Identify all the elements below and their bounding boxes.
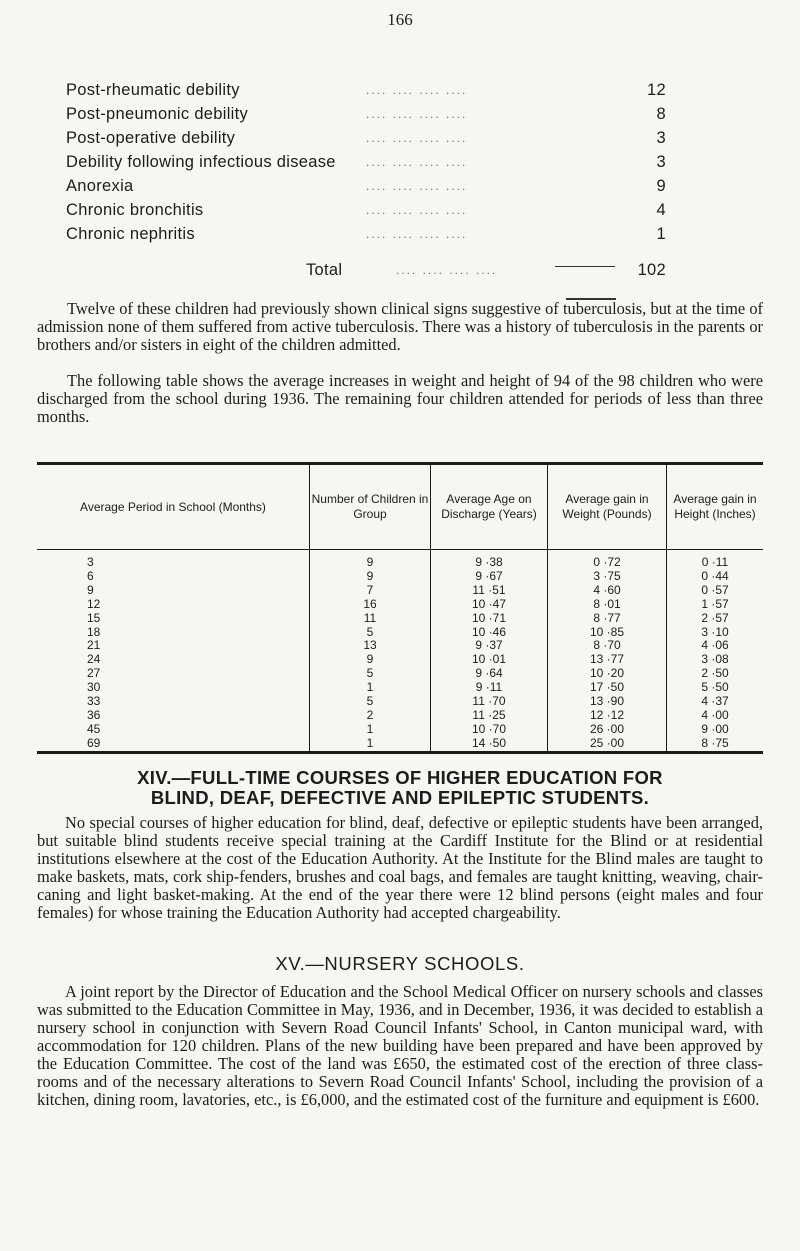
section-14-heading (37, 768, 763, 808)
disease-name: Post-pneumonic debility (66, 105, 249, 123)
table-cell: 9 (310, 653, 431, 667)
table-cell: 9 ·11 (431, 681, 548, 695)
table-cell: 5 (310, 626, 431, 640)
table-cell: 10 ·47 (431, 598, 548, 612)
table-cell: 10 ·85 (548, 626, 667, 640)
column-header: Average Period in School (Months) (37, 465, 310, 550)
table-cell: 8 ·77 (548, 612, 667, 626)
leader-dots: .... .... .... .... (366, 107, 468, 121)
paragraph-text: Twelve of these children had previously shown clinical signs suggestive of tuberculosis, but at the time of admission none of them suffered from active tuberculosis. There was a history of tuberculosis in the parents or brothers and/or sisters in eight of the children admitted. (37, 299, 763, 354)
leader-dots: .... .... .... .... (366, 203, 468, 217)
table-cell: 1 (310, 723, 431, 737)
table-cell: 11 (310, 612, 431, 626)
table-row (37, 695, 763, 709)
disease-list (66, 78, 666, 284)
column-header: Average gain in Weight (Pounds) (548, 465, 667, 550)
paragraph-table-intro (37, 372, 763, 426)
table-cell: 6 (87, 568, 94, 583)
disease-count: 3 (656, 129, 666, 147)
table-cell: 11 ·25 (431, 709, 548, 723)
table-cell: 16 (310, 598, 431, 612)
table-cell: 10 ·20 (548, 667, 667, 681)
disease-name: Chronic nephritis (66, 225, 195, 243)
table-cell: 11 ·51 (431, 584, 548, 598)
table-cell: 4 ·60 (548, 584, 667, 598)
table-cell: 1 (310, 681, 431, 695)
column-header: Number of Children in Group (310, 465, 431, 550)
list-item (66, 126, 666, 150)
disease-count: 9 (656, 177, 666, 195)
table-cell: 9 (310, 550, 431, 570)
table-cell: 45 (87, 721, 101, 736)
section-15-heading: XV.—NURSERY SCHOOLS. (275, 953, 525, 974)
table-cell: 26 ·00 (548, 723, 667, 737)
table-cell: 36 (87, 707, 101, 722)
total-label: Total (306, 261, 343, 279)
table-cell: 8 ·70 (548, 639, 667, 653)
paragraph-text: The following table shows the average increases in weight and height of 94 of the 98 children who were discharged from the school during 1936. The remaining four children attended for periods of less than three months. (37, 371, 763, 426)
table-cell: 10 ·01 (431, 653, 548, 667)
table-cell: 1 (310, 737, 431, 751)
table-cell: 5 ·50 (667, 681, 764, 695)
table-cell: 10 ·46 (431, 626, 548, 640)
paragraph-tuberculosis (37, 300, 763, 354)
column-header: Average gain in Height (Inches) (667, 465, 764, 550)
growth-table (37, 462, 763, 754)
table-cell: 4 ·37 (667, 695, 764, 709)
table-row (37, 653, 763, 667)
disease-count: 8 (656, 105, 666, 123)
table-row (37, 612, 763, 626)
disease-name: Anorexia (66, 177, 134, 195)
table-cell: 5 (310, 667, 431, 681)
column-header: Average Age on Discharge (Years) (431, 465, 548, 550)
disease-name: Post-operative debility (66, 129, 236, 147)
disease-name: Debility following infectious disease (66, 153, 336, 171)
table-row (37, 681, 763, 695)
table-cell: 2 ·57 (667, 612, 764, 626)
table-cell: 9 ·67 (431, 570, 548, 584)
table-cell: 0 ·57 (667, 584, 764, 598)
leader-dots: .... .... .... .... (366, 131, 468, 145)
table-row (37, 626, 763, 640)
table-cell: 10 ·70 (431, 723, 548, 737)
list-item (66, 174, 666, 198)
table-cell: 10 ·71 (431, 612, 548, 626)
list-item (66, 150, 666, 174)
heading-line: XIV.—FULL-TIME COURSES OF HIGHER EDUCATION FOR (137, 767, 663, 788)
table-cell: 30 (87, 680, 101, 695)
table-row (37, 598, 763, 612)
disease-count: 1 (656, 225, 666, 243)
leader-dots: .... .... .... .... (366, 83, 468, 97)
table-cell: 8 ·01 (548, 598, 667, 612)
table-row (37, 667, 763, 681)
table-cell: 24 (87, 652, 101, 667)
table-cell: 11 ·70 (431, 695, 548, 709)
table-cell: 7 (310, 584, 431, 598)
total-count: 102 (637, 261, 666, 279)
disease-name: Chronic bronchitis (66, 201, 204, 219)
table-row (37, 723, 763, 737)
table-cell: 9 (87, 582, 94, 597)
table-cell: 4 ·00 (667, 709, 764, 723)
table-cell: 9 ·37 (431, 639, 548, 653)
page-number: 166 (387, 10, 413, 29)
list-item (66, 102, 666, 126)
leader-dots: .... .... .... .... (366, 179, 468, 193)
table-cell: 12 ·12 (548, 709, 667, 723)
section-14-body (37, 814, 763, 922)
table-row (37, 584, 763, 598)
table-cell: 33 (87, 694, 101, 709)
paragraph-text: No special courses of higher education for blind, deaf, defective or epileptic students have been arranged, but suitable blind students receive special training at the Cardiff Institute for the Blind or at residential institutions elsewhere at the cost of the Education Authority. At the Institute for the Blind males are taught to make baskets, mats, cork ship-fenders, brushes and coal bags, and females are taught knitting, weaving, chair-caning and light basket-making. At the end of the year there were 12 blind persons (eight males and four females) for whose training the Education Authority had accepted chargeability. (37, 813, 763, 922)
paragraph-text: A joint report by the Director of Education and the School Medical Officer on nursery schools and classes was submitted to the Education Committee in May, 1936, and in December, 1936, it was decided to establish a nursery school in conjunction with Severn Road Council Infants' School, in Canton municipal ward, with accommodation for 120 children. Plans of the new building have been prepared and have been approved by the Education Committee. The cost of the land was £650, the estimated cost of the erection of three class-rooms and of the necessary alterations to Severn Road Council Infants' School, including the provision of a kitchen, dining room, lavatories, etc., is £6,000, and the estimated cost of the furniture and equipment is £600. (37, 982, 763, 1109)
table-cell: 18 (87, 624, 101, 639)
table-cell: 21 (87, 638, 101, 653)
table-cell: 4 ·06 (667, 639, 764, 653)
table-cell: 69 (87, 735, 101, 750)
table-cell: 2 (310, 709, 431, 723)
disease-count: 4 (656, 201, 666, 219)
disease-count: 12 (647, 81, 666, 99)
table-cell: 14 ·50 (431, 737, 548, 751)
table-cell: 9 ·00 (667, 723, 764, 737)
table-cell: 12 (87, 596, 101, 611)
table-cell: 0 ·44 (667, 570, 764, 584)
table-cell: 3 ·75 (548, 570, 667, 584)
leader-dots: .... .... .... .... (396, 263, 498, 277)
table-header-row (37, 465, 763, 550)
table-cell: 5 (310, 695, 431, 709)
table-row (37, 737, 763, 751)
table-cell: 9 ·38 (431, 550, 548, 570)
table-row (37, 570, 763, 584)
disease-name: Post-rheumatic debility (66, 81, 240, 99)
leader-dots: .... .... .... .... (366, 227, 468, 241)
table-cell: 9 ·64 (431, 667, 548, 681)
table-cell: 3 (87, 555, 94, 569)
table-cell: 0 ·11 (667, 550, 764, 570)
heading-line: BLIND, DEAF, DEFECTIVE AND EPILEPTIC STUDENTS. (150, 787, 650, 808)
table-cell: 9 (310, 570, 431, 584)
table-row (37, 550, 763, 570)
section-15-body (37, 983, 763, 1109)
list-item (66, 222, 666, 246)
table-row (37, 639, 763, 653)
table-cell: 1 ·57 (667, 598, 764, 612)
table-cell: 2 ·50 (667, 667, 764, 681)
table-row (37, 709, 763, 723)
table-cell: 17 ·50 (548, 681, 667, 695)
disease-count: 3 (656, 153, 666, 171)
table-cell: 27 (87, 666, 101, 681)
list-item (66, 78, 666, 102)
total-row (66, 256, 666, 284)
table-cell: 13 ·90 (548, 695, 667, 709)
table-cell: 3 ·10 (667, 626, 764, 640)
table-cell: 8 ·75 (667, 737, 764, 751)
table-cell: 0 ·72 (548, 550, 667, 570)
total-rule-top (555, 266, 615, 267)
table-cell: 15 (87, 610, 101, 625)
list-item (66, 198, 666, 222)
leader-dots: .... .... .... .... (366, 155, 468, 169)
table-cell: 13 ·77 (548, 653, 667, 667)
table-cell: 3 ·08 (667, 653, 764, 667)
table-cell: 13 (310, 639, 431, 653)
table-cell: 25 ·00 (548, 737, 667, 751)
